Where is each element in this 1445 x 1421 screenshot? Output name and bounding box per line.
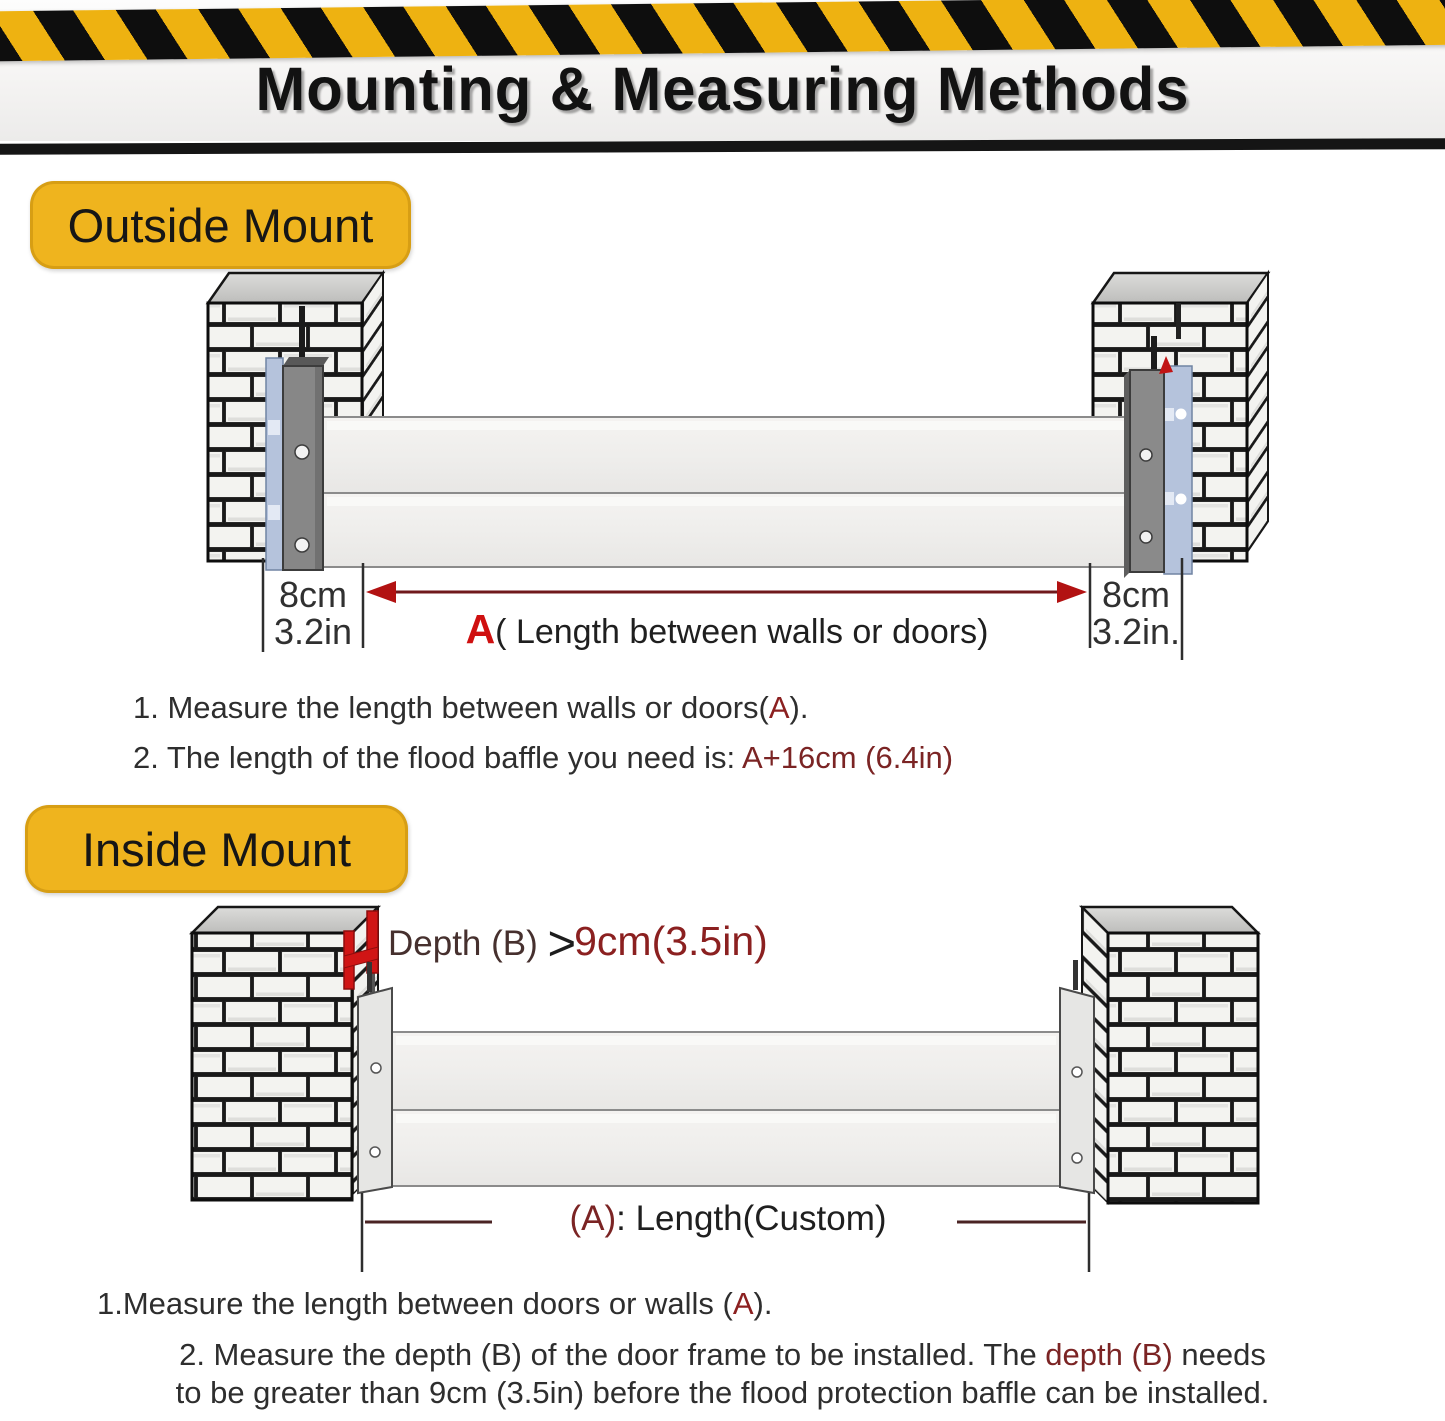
- outside-mount-label-text: Outside Mount: [67, 198, 374, 252]
- inside-depth-caption: [388, 916, 768, 972]
- dimension-letter-a: (A): [569, 1199, 617, 1238]
- arrowhead-right-icon: [1057, 581, 1087, 603]
- inside-right-mounting-channel: [1060, 960, 1094, 1193]
- step-text: ).: [789, 690, 809, 725]
- inside-step-2: [50, 1336, 1395, 1412]
- dimension-letter-a: A: [465, 606, 496, 652]
- offset-cm: 8cm: [1101, 574, 1170, 615]
- screw-hole: [371, 1063, 381, 1073]
- outside-step-2: [133, 740, 953, 776]
- screw-hole: [295, 538, 309, 552]
- screw-hole: [370, 1147, 380, 1157]
- outside-span-caption: [368, 606, 1086, 653]
- step-text: to be greater than 9cm (3.5in) before the flood protection baffle can be installed.: [175, 1375, 1270, 1410]
- inside-right-pillar: [1082, 907, 1258, 1203]
- outside-mount-label: [30, 181, 411, 269]
- step-text: ).: [753, 1286, 773, 1321]
- step-text: 2. Measure the depth (B) of the door frame to be installed. The: [179, 1337, 1046, 1372]
- screw-hole: [1072, 1153, 1082, 1163]
- anchor-pin: [299, 306, 305, 364]
- inside-mount-label: [25, 805, 408, 893]
- anchor-pin: [1151, 336, 1157, 372]
- offset-in: 3.2in: [273, 611, 353, 652]
- anchor-pin: [1073, 960, 1078, 990]
- outside-flood-barrier-panels: [323, 417, 1130, 567]
- step-text: 1. Measure the length between walls or doors(: [133, 690, 769, 725]
- outside-left-offset: [261, 576, 365, 650]
- anchor-pin: [367, 962, 372, 992]
- inside-left-mounting-channel: [358, 962, 392, 1193]
- arrowhead-left-icon: [366, 581, 396, 603]
- depth-highlight: depth (B): [1045, 1337, 1173, 1372]
- inside-mount-label-text: Inside Mount: [81, 822, 352, 876]
- dimension-caption-text: : Length(Custom): [616, 1199, 887, 1238]
- step-text: 1.Measure the length between doors or walls (: [97, 1286, 733, 1321]
- step-letter-a: A: [732, 1286, 754, 1321]
- step-text: 2. The length of the flood baffle you need is:: [133, 740, 742, 775]
- screw-hole: [1140, 449, 1152, 461]
- step-letter-a: A: [768, 690, 790, 725]
- outside-step-1: [133, 690, 808, 726]
- page-title: Mounting & Measuring Methods: [255, 55, 1190, 123]
- offset-in: 3.2in.: [1091, 611, 1181, 652]
- depth-value: 9cm(3.5in): [574, 918, 768, 964]
- inside-span-caption: [498, 1199, 958, 1239]
- greater-than-symbol: >: [547, 917, 575, 971]
- step-text: needs: [1172, 1337, 1266, 1372]
- dimension-caption-text: ( Length between walls or doors): [495, 613, 989, 651]
- inside-step-1: [97, 1286, 772, 1322]
- depth-label: Depth (B): [388, 924, 548, 963]
- offset-cm: 8cm: [278, 574, 347, 615]
- screw-hole: [1072, 1067, 1082, 1077]
- screw-hole: [1140, 531, 1152, 543]
- inside-flood-barrier-panels: [392, 1032, 1060, 1186]
- screw-hole: [295, 445, 309, 459]
- length-formula: A+16cm (6.4in): [741, 740, 954, 775]
- outside-right-offset: [1088, 576, 1184, 650]
